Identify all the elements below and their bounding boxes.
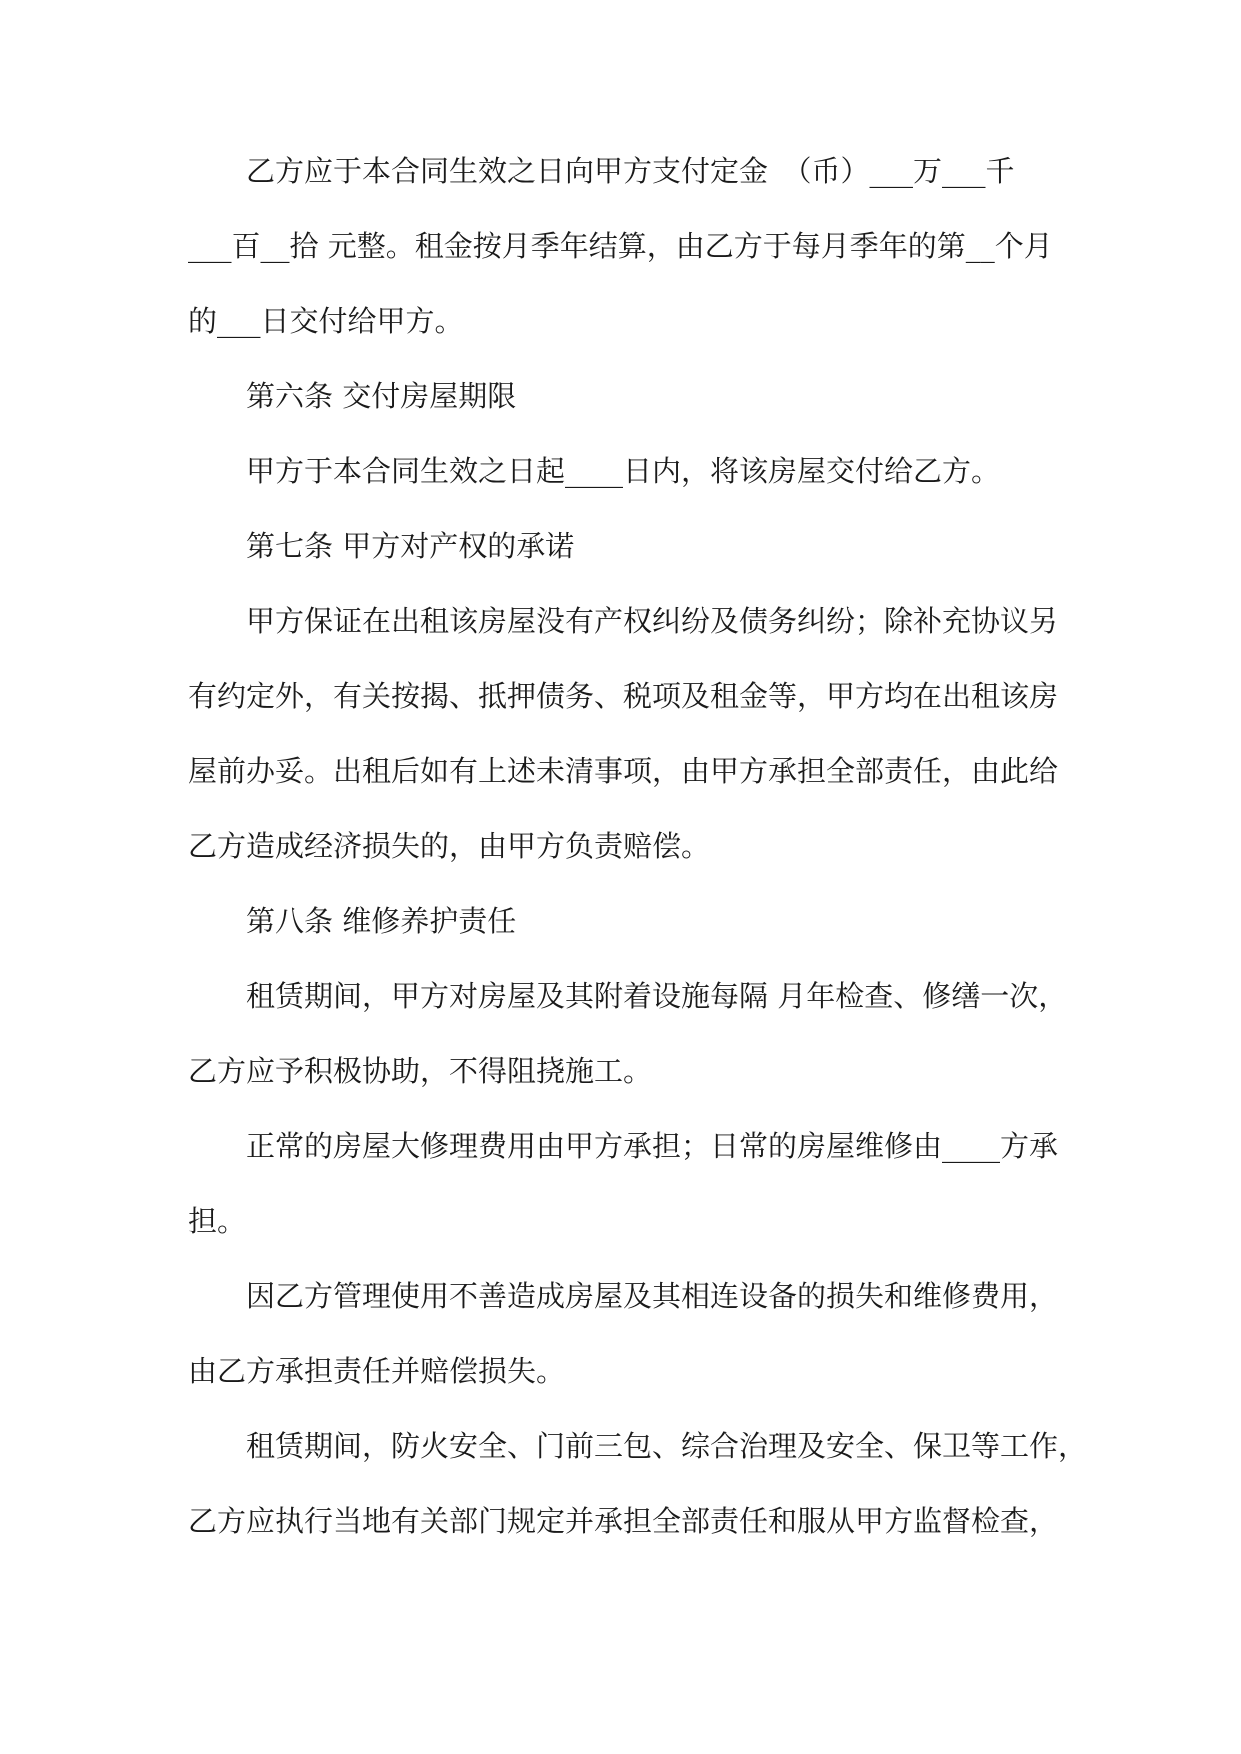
paragraph-line: 担。 <box>188 1204 247 1238</box>
paragraph-line: 租赁期间，甲方对房屋及其附着设施每隔 月年检查、修缮一次， <box>246 979 1068 1013</box>
paragraph-line: 正常的房屋大修理费用由甲方承担；日常的房屋维修由____方承 <box>246 1129 1059 1163</box>
paragraph-line: 的___日交付给甲方。 <box>188 304 464 338</box>
paragraph-line: 甲方保证在出租该房屋没有产权纠纷及债务纠纷；除补充协议另 <box>246 604 1059 638</box>
paragraph-line: 乙方应执行当地有关部门规定并承担全部责任和服从甲方监督检查， <box>188 1504 1059 1538</box>
paragraph-line: 因乙方管理使用不善造成房屋及其相连设备的损失和维修费用， <box>246 1279 1059 1313</box>
paragraph-line: 乙方应于本合同生效之日向甲方支付定金 （币）___万___千 <box>246 154 1015 188</box>
section-heading: 第七条 甲方对产权的承诺 <box>246 529 575 563</box>
paragraph-line: 由乙方承担责任并赔偿损失。 <box>188 1354 566 1388</box>
paragraph-line: 乙方应予积极协助，不得阻挠施工。 <box>188 1054 653 1088</box>
paragraph-line: ___百__拾 元整。租金按月季年结算，由乙方于每月季年的第__个月 <box>188 229 1053 263</box>
paragraph-line: 有约定外，有关按揭、抵押债务、税项及租金等，甲方均在出租该房 <box>188 679 1059 713</box>
paragraph-line: 乙方造成经济损失的，由甲方负责赔偿。 <box>188 829 711 863</box>
paragraph-line: 甲方于本合同生效之日起____日内，将该房屋交付给乙方。 <box>246 454 1001 488</box>
paragraph-line: 租赁期间，防火安全、门前三包、综合治理及安全、保卫等工作， <box>246 1429 1088 1463</box>
section-heading: 第八条 维修养护责任 <box>246 904 517 938</box>
section-heading: 第六条 交付房屋期限 <box>246 379 517 413</box>
paragraph-line: 屋前办妥。出租后如有上述未清事项，由甲方承担全部责任，由此给 <box>188 754 1059 788</box>
